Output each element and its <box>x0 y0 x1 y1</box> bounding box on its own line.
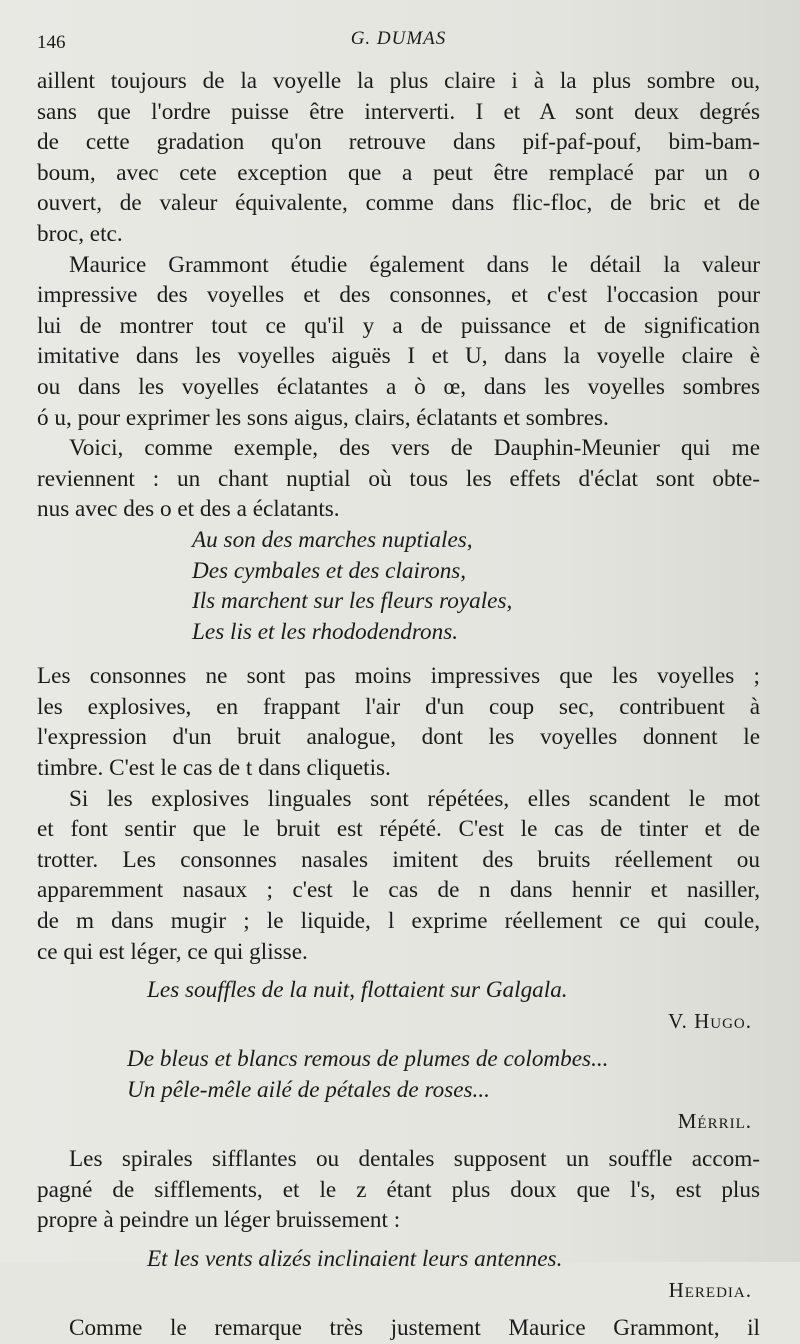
verse-line: Les lis et les rhododendrons. <box>192 618 459 645</box>
text-line: Voici, comme exemple, des vers de Dauphin-Meunier qui me <box>69 435 760 462</box>
text-line: impressive des voyelles et des consonnes, et c'est l'occasion pour <box>37 282 760 309</box>
quote-heredia <box>37 1244 760 1275</box>
text-line: apparemment nasaux ; c'est le cas de n dans hennir et nasiller, <box>37 877 760 904</box>
paragraph-3 <box>37 433 760 525</box>
text-line: nus avec des o et des a éclatants. <box>37 496 340 523</box>
quote-hugo <box>37 975 760 1006</box>
running-head: G. DUMAS <box>350 28 447 49</box>
text-line: broc, etc. <box>37 220 123 247</box>
quote-author: Heredia. <box>668 1277 752 1302</box>
quote-merril <box>37 1044 760 1105</box>
text-line: les explosives, en frappant l'air d'un coup sec, contribuent à <box>37 693 760 720</box>
text-line: Maurice Grammont étudie également dans le détail la valeur <box>69 251 760 278</box>
text-line: reviennent : un chant nuptial où tous les effets d'éclat sont obte- <box>37 465 760 492</box>
paragraph-5 <box>37 784 760 968</box>
paragraph-1 <box>37 66 760 250</box>
text-line: Les consonnes ne sont pas moins impressives que les voyelles ; <box>37 663 760 690</box>
text-line: ó u, pour exprimer les sons aigus, clairs, éclatants et sombres. <box>37 404 609 431</box>
text-line: lui de montrer tout ce qu'il y a de puissance et de signification <box>37 312 760 339</box>
spacer <box>37 647 760 661</box>
spacer <box>37 1236 760 1244</box>
spacer <box>37 967 760 975</box>
verse-line: Un pêle-mêle ailé de pétales de roses... <box>127 1077 490 1103</box>
text-line: Si les explosives linguales sont répétées, elles scandent le mot <box>69 785 760 812</box>
verse-quote <box>37 525 760 647</box>
spacer <box>37 1305 760 1313</box>
paragraph-7 <box>37 1313 760 1344</box>
text-line: Les spirales sifflantes ou dentales supposent un souffle accom- <box>69 1146 760 1173</box>
verse-line: De bleus et blancs remous de plumes de colombes... <box>127 1046 609 1073</box>
text-line: sans que l'ordre puisse être interverti. I et A sont deux degrés <box>37 98 760 125</box>
text-line: trotter. Les consonnes nasales imitent des bruits réellement ou <box>37 846 760 873</box>
text-line: Comme le remarque très justement Maurice Grammont, il <box>69 1315 760 1342</box>
paragraph-6 <box>37 1144 760 1236</box>
text-line: aillent toujours de la voyelle la plus claire i à la plus sombre ou, <box>37 68 760 94</box>
text-line: de m dans mugir ; le liquide, l exprime réellement ce qui coule, <box>37 908 760 935</box>
text-line: imitative dans les voyelles aiguës I et U, dans la voyelle claire è <box>37 343 760 370</box>
verse-line: Les souffles de la nuit, flottaient sur Galgala. <box>147 977 568 1004</box>
quote-author: V. Hugo. <box>668 1008 752 1033</box>
paragraph-2 <box>37 250 760 434</box>
text-line: propre à peindre un léger bruissement : <box>37 1207 401 1234</box>
text-line: ou dans les voyelles éclatantes a ò œ, dans les voyelles sombres <box>37 373 760 400</box>
verse-line: Au son des marches nuptiales, <box>192 526 473 553</box>
text-line: pagné de sifflements, et le z étant plus doux que l's, est plus <box>37 1176 760 1203</box>
page-number: 146 <box>37 32 66 53</box>
text-line: de cette gradation qu'on retrouve dans pif-paf-pouf, bim-bam- <box>37 129 760 156</box>
text-line: ouvert, de valeur équivalente, comme dans flic-floc, de bric et de <box>37 190 760 217</box>
paragraph-4 <box>37 661 760 783</box>
text-line: l'expression d'un bruit analogue, dont les voyelles donnent le <box>37 724 760 751</box>
verse-line: Ils marchent sur les fleurs royales, <box>192 588 513 615</box>
verse-line: Et les vents alizés inclinaient leurs antennes. <box>147 1245 563 1272</box>
text-line: ce qui est léger, ce qui glisse. <box>37 938 308 965</box>
spacer <box>37 1036 760 1044</box>
verse-line: Des cymbales et des clairons, <box>192 557 467 584</box>
text-line: boum, avec cete exception que a peut être remplacé par un o <box>37 159 760 186</box>
text-line: et font sentir que le bruit est répété. C'est le cas de tinter et de <box>37 816 760 843</box>
text-line: timbre. C'est le cas de t dans cliquetis. <box>37 755 391 782</box>
spacer <box>37 1136 760 1144</box>
quote-author: Mérril. <box>677 1108 752 1133</box>
page-header <box>37 28 760 66</box>
